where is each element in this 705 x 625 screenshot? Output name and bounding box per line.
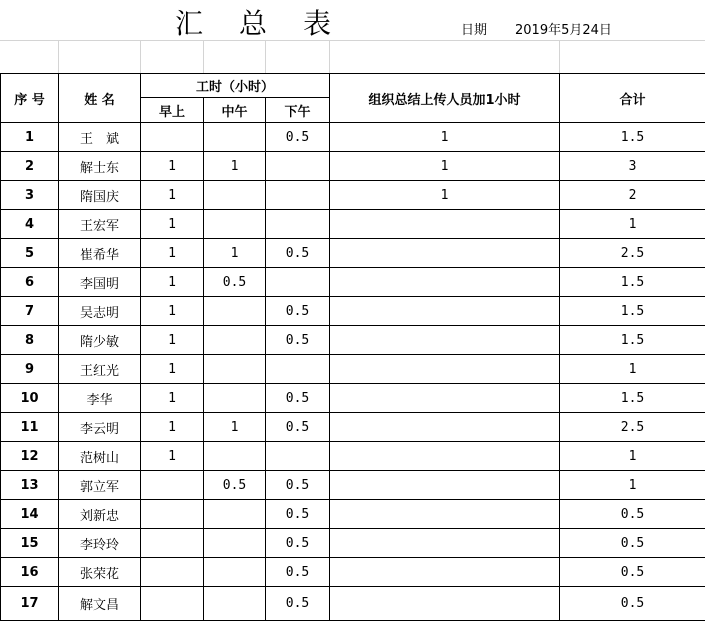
cell-afternoon[interactable]: 0.5 <box>266 413 330 442</box>
blank-grid-row <box>0 40 705 74</box>
col-header-afternoon[interactable]: 下午 <box>266 98 330 123</box>
cell-index[interactable]: 17 <box>1 587 59 621</box>
date-label: 日期 <box>461 23 488 38</box>
cell-index[interactable]: 4 <box>1 210 59 239</box>
cell-index[interactable]: 9 <box>1 355 59 384</box>
cell-afternoon[interactable]: 0.5 <box>266 239 330 268</box>
cell-noon[interactable] <box>204 326 266 355</box>
cell-summary-upload[interactable] <box>330 268 560 297</box>
cell-total[interactable]: 0.5 <box>560 500 705 529</box>
cell-index[interactable]: 13 <box>1 471 59 500</box>
table-row <box>1 529 705 558</box>
date-value: 2019年5月24日 <box>515 23 612 38</box>
table-row <box>1 558 705 587</box>
cell-total[interactable]: 1 <box>560 471 705 500</box>
cell-summary-upload[interactable] <box>330 413 560 442</box>
title-row <box>0 0 705 41</box>
cell-total[interactable]: 1.5 <box>560 326 705 355</box>
cell-morning[interactable] <box>141 123 204 152</box>
col-header-noon[interactable]: 中午 <box>204 98 266 123</box>
table-row <box>1 152 705 181</box>
col-header-index[interactable]: 序 号 <box>1 74 59 123</box>
cell-total[interactable]: 0.5 <box>560 529 705 558</box>
gridline <box>203 40 204 73</box>
cell-name[interactable]: 李国明 <box>59 268 141 297</box>
cell-afternoon[interactable]: 0.5 <box>266 500 330 529</box>
cell-afternoon[interactable] <box>266 210 330 239</box>
cell-name[interactable]: 张荣花 <box>59 558 141 587</box>
cell-index[interactable]: 16 <box>1 558 59 587</box>
cell-noon[interactable]: 1 <box>204 152 266 181</box>
cell-total[interactable]: 3 <box>560 152 705 181</box>
cell-name[interactable]: 崔希华 <box>59 239 141 268</box>
cell-name[interactable]: 王宏军 <box>59 210 141 239</box>
gridline <box>265 40 266 73</box>
cell-noon[interactable] <box>204 181 266 210</box>
cell-index[interactable]: 2 <box>1 152 59 181</box>
table-row <box>1 355 705 384</box>
cell-name[interactable]: 解士东 <box>59 152 141 181</box>
cell-name[interactable]: 范树山 <box>59 442 141 471</box>
cell-morning[interactable]: 1 <box>141 413 204 442</box>
cell-name[interactable]: 吴志明 <box>59 297 141 326</box>
cell-morning[interactable]: 1 <box>141 239 204 268</box>
cell-afternoon[interactable]: 0.5 <box>266 326 330 355</box>
col-header-summary-upload[interactable]: 组织总结上传人员加1小时 <box>330 74 560 123</box>
table-row <box>1 210 705 239</box>
cell-morning[interactable]: 1 <box>141 384 204 413</box>
cell-summary-upload[interactable]: 1 <box>330 181 560 210</box>
cell-total[interactable]: 0.5 <box>560 587 705 621</box>
cell-index[interactable]: 8 <box>1 326 59 355</box>
cell-morning[interactable]: 1 <box>141 181 204 210</box>
cell-noon[interactable]: 1 <box>204 239 266 268</box>
cell-afternoon[interactable]: 0.5 <box>266 471 330 500</box>
cell-summary-upload[interactable]: 1 <box>330 152 560 181</box>
cell-noon[interactable] <box>204 297 266 326</box>
table-row <box>1 297 705 326</box>
cell-index[interactable]: 14 <box>1 500 59 529</box>
cell-summary-upload[interactable] <box>330 587 560 621</box>
table-row <box>1 413 705 442</box>
table-row <box>1 181 705 210</box>
col-header-total[interactable]: 合计 <box>560 74 705 123</box>
table-row <box>1 123 705 152</box>
summary-table <box>0 73 705 621</box>
cell-total[interactable]: 1.5 <box>560 268 705 297</box>
cell-index[interactable]: 12 <box>1 442 59 471</box>
cell-afternoon[interactable] <box>266 442 330 471</box>
sheet-title: 汇总表 <box>175 7 368 40</box>
cell-total[interactable]: 1 <box>560 442 705 471</box>
table-row <box>1 384 705 413</box>
col-header-morning[interactable]: 早上 <box>141 98 204 123</box>
cell-noon[interactable] <box>204 442 266 471</box>
cell-total[interactable]: 0.5 <box>560 558 705 587</box>
gridline <box>140 40 141 73</box>
cell-summary-upload[interactable] <box>330 558 560 587</box>
cell-noon[interactable] <box>204 355 266 384</box>
header-row <box>1 74 705 98</box>
cell-index[interactable]: 7 <box>1 297 59 326</box>
cell-total[interactable]: 1 <box>560 210 705 239</box>
cell-name[interactable]: 郭立军 <box>59 471 141 500</box>
cell-name[interactable]: 王红光 <box>59 355 141 384</box>
cell-summary-upload[interactable] <box>330 355 560 384</box>
cell-index[interactable]: 5 <box>1 239 59 268</box>
cell-name[interactable]: 刘新忠 <box>59 500 141 529</box>
cell-name[interactable]: 隋国庆 <box>59 181 141 210</box>
cell-morning[interactable] <box>141 500 204 529</box>
cell-summary-upload[interactable] <box>330 442 560 471</box>
cell-total[interactable]: 2 <box>560 181 705 210</box>
cell-index[interactable]: 3 <box>1 181 59 210</box>
cell-afternoon[interactable]: 0.5 <box>266 587 330 621</box>
cell-afternoon[interactable]: 0.5 <box>266 384 330 413</box>
cell-afternoon[interactable]: 0.5 <box>266 123 330 152</box>
col-header-work-hours[interactable]: 工时（小时） <box>141 74 330 98</box>
table-row <box>1 239 705 268</box>
cell-morning[interactable] <box>141 471 204 500</box>
cell-index[interactable]: 6 <box>1 268 59 297</box>
cell-name[interactable]: 李云明 <box>59 413 141 442</box>
cell-total[interactable]: 1.5 <box>560 123 705 152</box>
cell-summary-upload[interactable] <box>330 239 560 268</box>
cell-noon[interactable] <box>204 123 266 152</box>
cell-afternoon[interactable] <box>266 268 330 297</box>
table-row <box>1 587 705 621</box>
col-header-name[interactable]: 姓 名 <box>59 74 141 123</box>
cell-total[interactable]: 1 <box>560 355 705 384</box>
cell-noon[interactable]: 0.5 <box>204 268 266 297</box>
cell-total[interactable]: 2.5 <box>560 239 705 268</box>
table-row <box>1 471 705 500</box>
cell-afternoon[interactable] <box>266 355 330 384</box>
cell-total[interactable]: 1.5 <box>560 297 705 326</box>
cell-noon[interactable] <box>204 384 266 413</box>
cell-morning[interactable]: 1 <box>141 326 204 355</box>
cell-noon[interactable] <box>204 210 266 239</box>
cell-summary-upload[interactable] <box>330 326 560 355</box>
cell-name[interactable]: 解文昌 <box>59 587 141 621</box>
table-row <box>1 442 705 471</box>
cell-morning[interactable] <box>141 587 204 621</box>
cell-name[interactable]: 李玲玲 <box>59 529 141 558</box>
cell-summary-upload[interactable] <box>330 210 560 239</box>
cell-morning[interactable]: 1 <box>141 268 204 297</box>
cell-noon[interactable] <box>204 529 266 558</box>
cell-summary-upload[interactable] <box>330 384 560 413</box>
cell-morning[interactable] <box>141 529 204 558</box>
table-row <box>1 500 705 529</box>
gridline <box>329 40 330 73</box>
cell-total[interactable]: 2.5 <box>560 413 705 442</box>
gridline <box>559 40 560 73</box>
cell-afternoon[interactable] <box>266 152 330 181</box>
cell-name[interactable]: 隋少敏 <box>59 326 141 355</box>
table-row <box>1 268 705 297</box>
cell-name[interactable]: 李华 <box>59 384 141 413</box>
cell-afternoon[interactable]: 0.5 <box>266 529 330 558</box>
cell-afternoon[interactable]: 0.5 <box>266 558 330 587</box>
cell-summary-upload[interactable] <box>330 529 560 558</box>
gridline <box>58 40 59 73</box>
cell-morning[interactable]: 1 <box>141 442 204 471</box>
cell-morning[interactable] <box>141 558 204 587</box>
cell-index[interactable]: 1 <box>1 123 59 152</box>
cell-noon[interactable] <box>204 558 266 587</box>
cell-afternoon[interactable] <box>266 181 330 210</box>
cell-morning[interactable]: 1 <box>141 152 204 181</box>
cell-index[interactable]: 15 <box>1 529 59 558</box>
cell-summary-upload[interactable]: 1 <box>330 123 560 152</box>
cell-noon[interactable] <box>204 587 266 621</box>
cell-noon[interactable]: 0.5 <box>204 471 266 500</box>
cell-morning[interactable]: 1 <box>141 210 204 239</box>
cell-total[interactable]: 1.5 <box>560 384 705 413</box>
cell-noon[interactable]: 1 <box>204 413 266 442</box>
cell-noon[interactable] <box>204 500 266 529</box>
cell-summary-upload[interactable] <box>330 297 560 326</box>
cell-name[interactable]: 王 斌 <box>59 123 141 152</box>
cell-morning[interactable]: 1 <box>141 297 204 326</box>
cell-index[interactable]: 10 <box>1 384 59 413</box>
cell-afternoon[interactable]: 0.5 <box>266 297 330 326</box>
cell-morning[interactable]: 1 <box>141 355 204 384</box>
cell-summary-upload[interactable] <box>330 500 560 529</box>
cell-index[interactable]: 11 <box>1 413 59 442</box>
cell-summary-upload[interactable] <box>330 471 560 500</box>
table-row <box>1 326 705 355</box>
